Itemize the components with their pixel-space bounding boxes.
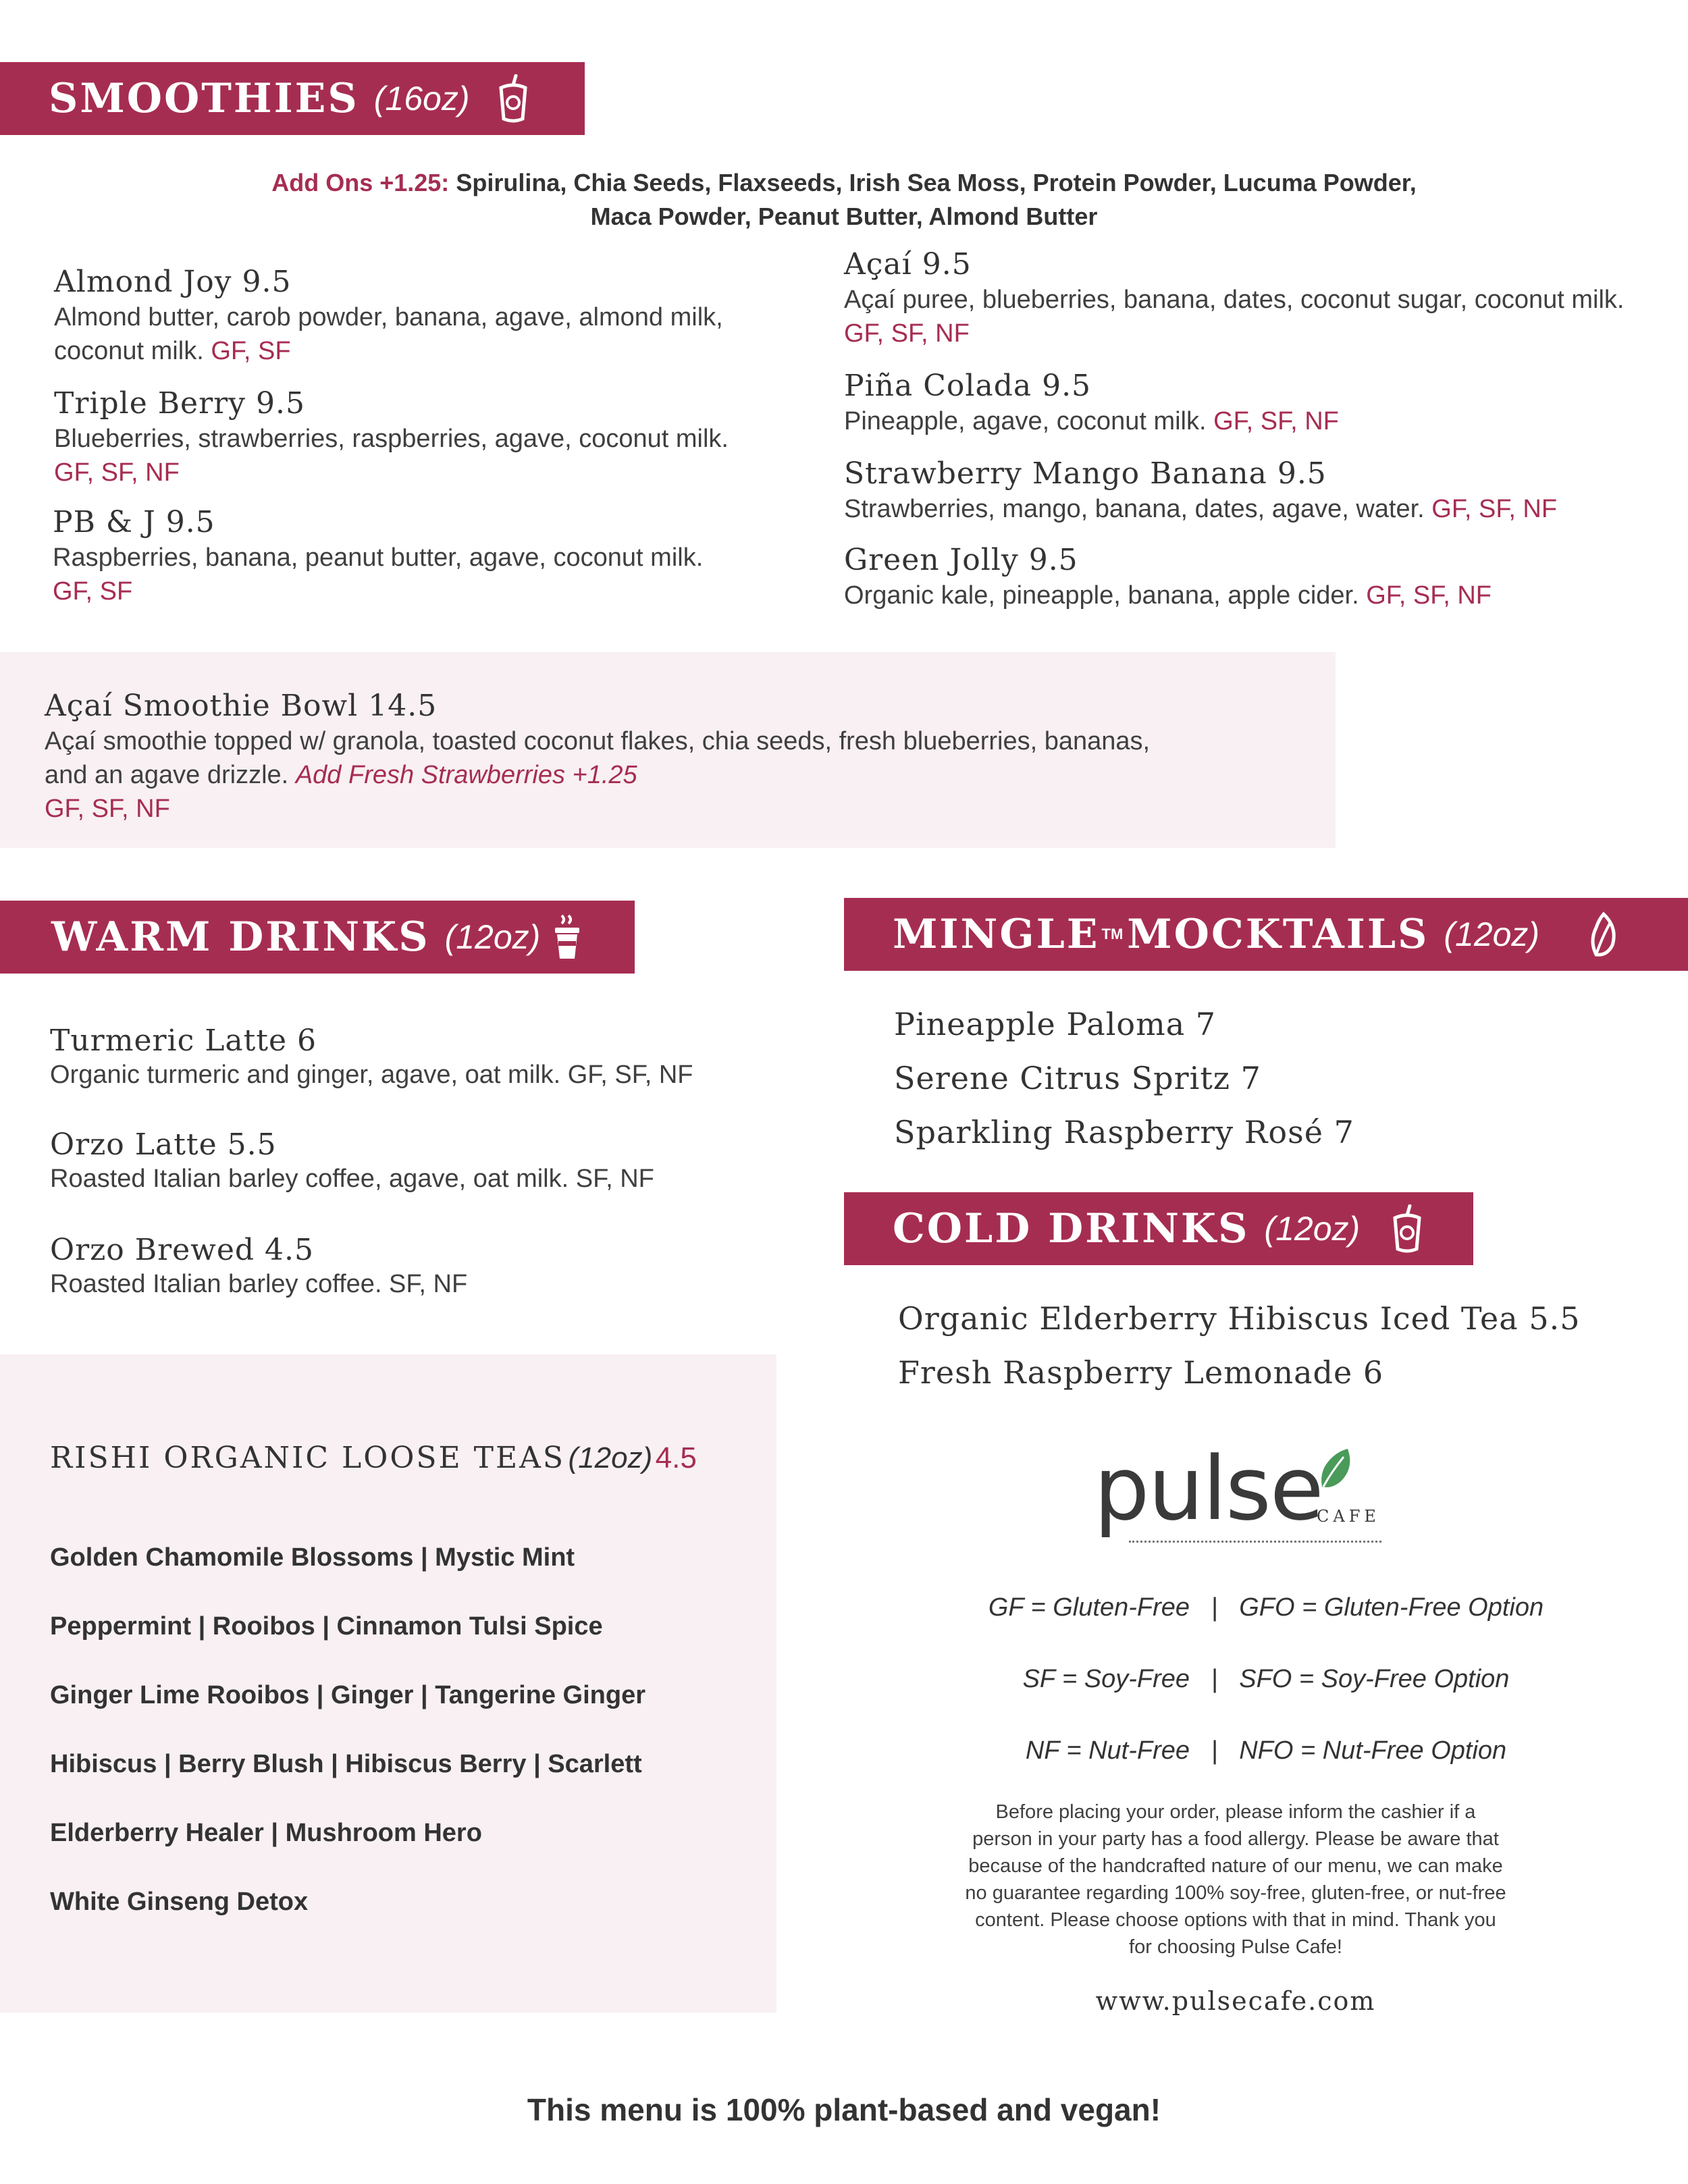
legend-nf: NF = Nut-Free | NFO = Nut-Free Option bbox=[1025, 1736, 1507, 1765]
item-desc-text: Açaí puree, blueberries, banana, dates, coconut sugar, coconut milk. bbox=[844, 286, 1625, 314]
item-name: Piña Colada 9.5 bbox=[844, 369, 1092, 403]
bowl-desc-1: Açaí smoothie topped w/ granola, toasted coconut flakes, chia seeds, fresh blueberries, bananas, bbox=[45, 727, 1151, 755]
allergy-line: Before placing your order, please inform the cashier if a bbox=[995, 1801, 1476, 1823]
legend-gf: GF = Gluten-Free | GFO = Gluten-Free Option bbox=[988, 1593, 1544, 1622]
item-desc-text: Almond butter, carob powder, banana, agave, almond milk, coconut milk. bbox=[54, 303, 723, 365]
item-tags: GF, SF bbox=[211, 337, 291, 365]
addons-list-1: Spirulina, Chia Seeds, Flaxseeds, Irish Sea Moss, Protein Powder, Lucuma Powder, bbox=[456, 169, 1417, 196]
warm-drinks-size: (12oz) bbox=[444, 918, 541, 956]
teas-size: (12oz) bbox=[568, 1441, 653, 1474]
allergy-line: content. Please choose options with that in mind. Thank you bbox=[975, 1909, 1496, 1931]
item-tags: GF, SF, NF bbox=[844, 319, 970, 348]
smoothies-size: (16oz) bbox=[373, 80, 470, 117]
tea-line: White Ginseng Detox bbox=[50, 1888, 309, 1916]
leaf-logo-icon bbox=[1317, 1447, 1354, 1491]
allergy-note bbox=[844, 1799, 1627, 1961]
item-desc bbox=[54, 300, 797, 368]
item-name: Orzo Brewed 4.5 bbox=[50, 1233, 314, 1267]
smoothie-cup-icon bbox=[1390, 1204, 1425, 1253]
website-link[interactable]: www.pulsecafe.com bbox=[1095, 1986, 1376, 2016]
cold-drinks-title: COLD DRINKS bbox=[893, 1205, 1250, 1252]
item-name: PB & J 9.5 bbox=[53, 505, 215, 539]
mocktails-size: (12oz) bbox=[1444, 915, 1540, 953]
smoothie-cup-icon bbox=[496, 74, 531, 123]
item-desc-text: Blueberries, strawberries, raspberries, agave, coconut milk. bbox=[54, 425, 729, 453]
item-tags: GF, SF, NF bbox=[1431, 495, 1558, 523]
item-name: Açaí 9.5 bbox=[844, 247, 972, 282]
logo-sub: CAFE bbox=[1317, 1507, 1380, 1526]
smoothie-item bbox=[54, 265, 797, 368]
addons-line-2: Maca Powder, Peanut Butter, Almond Butter bbox=[590, 203, 1098, 230]
item-desc: Organic turmeric and ginger, agave, oat milk. GF, SF, NF bbox=[50, 1061, 693, 1089]
smoothies-banner bbox=[0, 62, 585, 135]
cold-item: Organic Elderberry Hibiscus Iced Tea 5.5 bbox=[898, 1300, 1581, 1337]
tea-line: Hibiscus | Berry Blush | Hibiscus Berry | Scarlett bbox=[50, 1750, 642, 1778]
teas-heading bbox=[50, 1441, 697, 1475]
logo-dotted-line bbox=[1129, 1541, 1381, 1543]
mocktails-title-2: MOCKTAILS bbox=[1127, 911, 1429, 958]
item-name: Green Jolly 9.5 bbox=[844, 543, 1078, 577]
smoothie-item bbox=[844, 369, 1654, 438]
item-tags: GF, SF bbox=[53, 577, 133, 606]
mocktails-title: MINGLE bbox=[893, 911, 1100, 958]
item-desc: Roasted Italian barley coffee, agave, oat milk. SF, NF bbox=[50, 1165, 654, 1193]
item-desc-text: Strawberries, mango, banana, dates, agave, water. bbox=[844, 495, 1425, 523]
mocktail-item: Pineapple Paloma 7 bbox=[894, 1006, 1217, 1042]
item-desc bbox=[53, 541, 829, 608]
item-tags: GF, SF, NF bbox=[1366, 581, 1492, 610]
warm-drinks-title: WARM DRINKS bbox=[51, 913, 430, 961]
item-desc bbox=[844, 492, 1668, 526]
legend-sf: SF = Soy-Free | SFO = Soy-Free Option bbox=[1022, 1665, 1510, 1693]
bowl-name: Açaí Smoothie Bowl 14.5 bbox=[45, 689, 438, 723]
allergy-line: for choosing Pulse Cafe! bbox=[1129, 1936, 1342, 1958]
smoothie-item bbox=[54, 386, 830, 489]
cold-drinks-size: (12oz) bbox=[1264, 1210, 1361, 1248]
item-tags: GF, SF, NF bbox=[1213, 407, 1339, 435]
cold-item: Fresh Raspberry Lemonade 6 bbox=[898, 1354, 1384, 1391]
smoothie-item bbox=[844, 247, 1634, 350]
smoothies-title: SMOOTHIES bbox=[49, 75, 359, 122]
trademark: TM bbox=[1101, 926, 1124, 942]
tea-line: Ginger Lime Rooibos | Ginger | Tangerine Ginger bbox=[50, 1681, 645, 1709]
warm-item bbox=[50, 1233, 793, 1301]
warm-drinks-banner bbox=[0, 901, 635, 974]
smoothie-item bbox=[53, 505, 829, 608]
tea-line: Peppermint | Rooibos | Cinnamon Tulsi Spice bbox=[50, 1612, 603, 1641]
warm-item bbox=[50, 1023, 793, 1092]
item-desc bbox=[54, 422, 830, 489]
leaf-icon bbox=[1587, 911, 1620, 959]
bowl-desc bbox=[45, 724, 1314, 826]
item-desc bbox=[844, 579, 1654, 612]
mocktails-banner bbox=[844, 898, 1688, 971]
mocktail-item: Serene Citrus Spritz 7 bbox=[894, 1060, 1261, 1096]
vegan-footer: This menu is 100% plant-based and vegan! bbox=[527, 2092, 1161, 2127]
mocktail-item: Sparkling Raspberry Rosé 7 bbox=[894, 1114, 1354, 1150]
hot-cup-icon bbox=[552, 914, 582, 961]
teas-title: RISHI ORGANIC LOOSE TEAS bbox=[50, 1441, 566, 1475]
smoothie-bowl bbox=[45, 689, 1314, 826]
item-name: Almond Joy 9.5 bbox=[54, 265, 292, 299]
bowl-addon: Add Fresh Strawberries +1.25 bbox=[295, 761, 637, 789]
addons-label: Add Ons +1.25: bbox=[271, 169, 450, 196]
cold-drinks-banner bbox=[844, 1192, 1473, 1265]
pulse-cafe-logo bbox=[1094, 1437, 1391, 1553]
tea-line: Elderberry Healer | Mushroom Hero bbox=[50, 1819, 482, 1847]
logo-word: pulse bbox=[1094, 1437, 1323, 1540]
allergy-line: because of the handcrafted nature of our menu, we can make bbox=[968, 1855, 1503, 1877]
addons-line-1 bbox=[0, 169, 1688, 197]
item-name: Strawberry Mango Banana 9.5 bbox=[844, 456, 1327, 491]
item-name: Orzo Latte 5.5 bbox=[50, 1127, 277, 1162]
smoothie-item bbox=[844, 543, 1654, 612]
item-name: Triple Berry 9.5 bbox=[54, 386, 305, 421]
bowl-tags: GF, SF, NF bbox=[45, 795, 170, 823]
item-desc bbox=[844, 404, 1654, 438]
item-desc-text: Organic kale, pineapple, banana, apple cider. bbox=[844, 581, 1359, 610]
bowl-desc-2: and an agave drizzle. bbox=[45, 761, 289, 789]
teas-price: 4.5 bbox=[655, 1441, 697, 1474]
item-name: Turmeric Latte 6 bbox=[50, 1023, 317, 1058]
item-desc bbox=[844, 283, 1634, 350]
item-desc: Roasted Italian barley coffee. SF, NF bbox=[50, 1270, 468, 1298]
warm-item bbox=[50, 1127, 793, 1196]
item-tags: GF, SF, NF bbox=[54, 458, 180, 487]
smoothie-item bbox=[844, 456, 1668, 526]
allergy-line: person in your party has a food allergy. Please be aware that bbox=[972, 1828, 1499, 1850]
allergy-line: no guarantee regarding 100% soy-free, gluten-free, or nut-free bbox=[965, 1882, 1506, 1904]
item-desc-text: Raspberries, banana, peanut butter, agave, coconut milk. bbox=[53, 543, 704, 572]
item-desc-text: Pineapple, agave, coconut milk. bbox=[844, 407, 1207, 435]
tea-line: Golden Chamomile Blossoms | Mystic Mint bbox=[50, 1543, 575, 1572]
